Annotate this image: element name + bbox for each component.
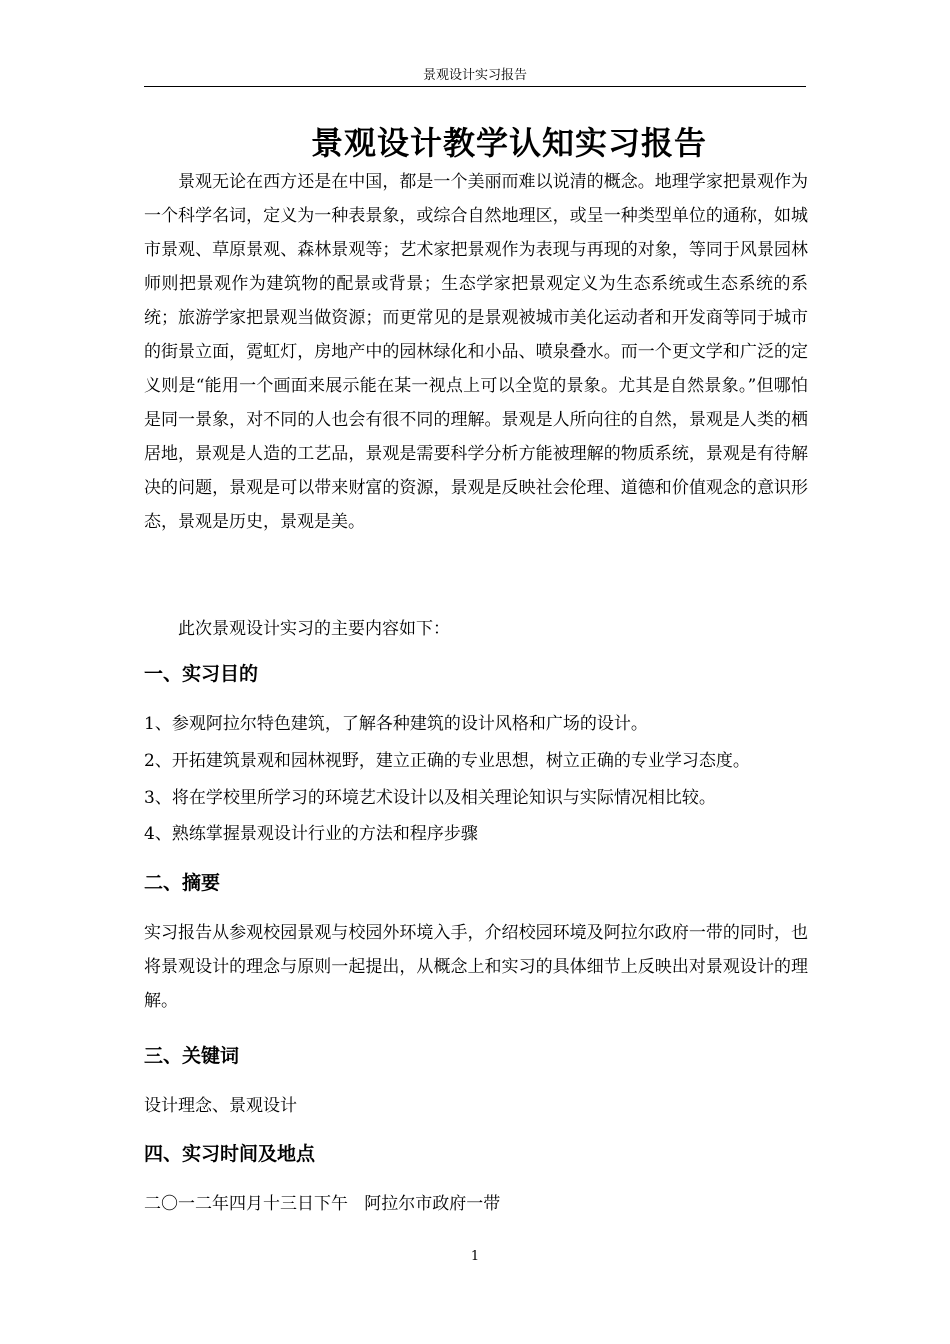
intro-paragraph: 景观无论在西方还是在中国，都是一个美丽而难以说清的概念。地理学家把景观作为一个科学名词，定义为一种表景象，或综合自然地理区，或呈一种类型单位的通称，如城市景观、草原景观、森林景观等；艺术家把景观作为表现与再现的对象，等同于风景园林师则把景观作为建筑物的配景或背景；生态学家把景观定义为生态系统或生态系统的系统；旅游学家把景观当做资源；而更常见的是景观被城市美化运动者和开发商等同于城市的街景立面，霓虹灯，房地产中的园林绿化和小品、喷泉叠水。而一个更文学和广泛的定义则是“能用一个画面来展示能在某一视点上可以全览的景象。尤其是自然景象。”但哪怕是同一景象，对不同的人也会有很不同的理解。景观是人所向往的自然，景观是人类的栖居地，景观是人造的工艺品，景观是需要科学分析方能被理解的物质系统，景观是有待解决的问题，景观是可以带来财富的资源，景观是反映社会伦理、道德和价值观念的意识形态，景观是历史，景观是美。 <box>144 172 808 532</box>
purpose-item-4: 4、熟练掌握景观设计行业的方法和程序步骤 <box>144 824 478 844</box>
document-title: 景观设计教学认知实习报告 <box>310 124 707 162</box>
time-place-text: 二〇一二年四月十三日下午 阿拉尔市政府一带 <box>144 1194 501 1214</box>
section-heading-keywords: 三、关键词 <box>144 1045 240 1067</box>
page-number: 1 <box>470 1249 480 1264</box>
purpose-item-1: 1、参观阿拉尔特色建筑，了解各种建筑的设计风格和广场的设计。 <box>144 714 648 734</box>
section-heading-abstract: 二、摘要 <box>144 872 221 894</box>
section-heading-purpose: 一、实习目的 <box>144 663 259 685</box>
running-header: 景观设计实习报告 <box>144 66 806 87</box>
keywords-text: 设计理念、景观设计 <box>144 1096 297 1116</box>
section-heading-time-place: 四、实习时间及地点 <box>144 1143 316 1165</box>
purpose-item-3: 3、将在学校里所学习的环境艺术设计以及相关理论知识与实际情况相比较。 <box>144 788 716 808</box>
abstract-paragraph: 实习报告从参观校园景观与校园外环境入手，介绍校园环境及阿拉尔政府一带的同时，也将景观设计的理念与原则一起提出，从概念上和实习的具体细节上反映出对景观设计的理解。 <box>144 923 808 1011</box>
purpose-item-2: 2、开拓建筑景观和园林视野，建立正确的专业思想，树立正确的专业学习态度。 <box>144 751 750 771</box>
content-intro-line: 此次景观设计实习的主要内容如下： <box>178 619 450 639</box>
